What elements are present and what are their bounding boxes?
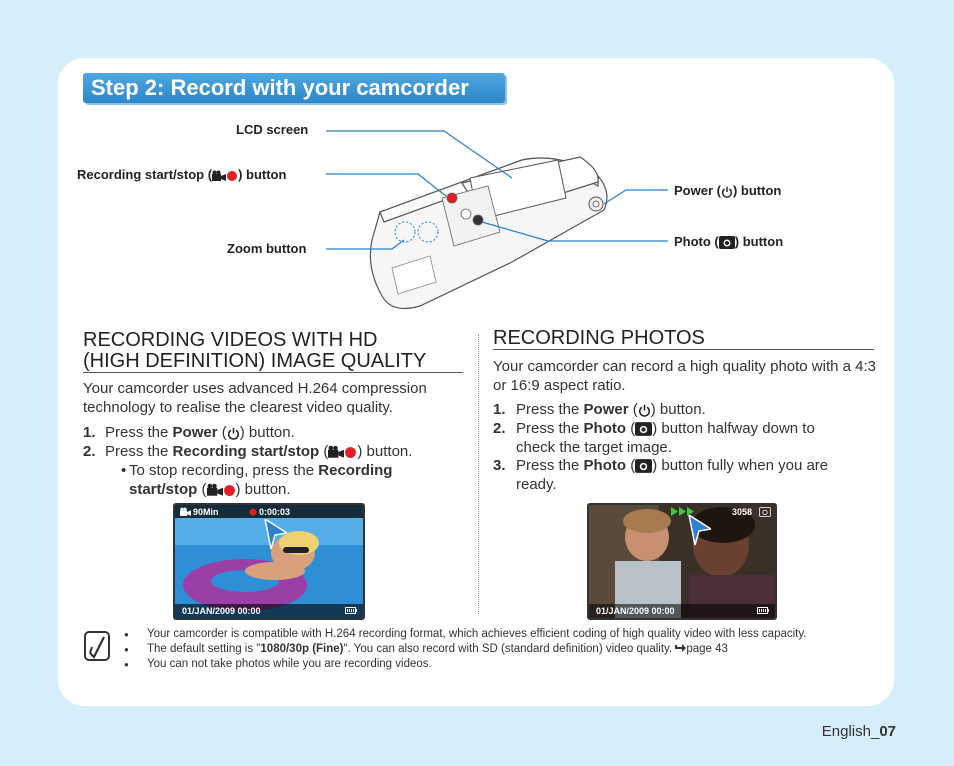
step-title: Step 2: Record with your camcorder (83, 73, 505, 103)
photo-scene-image (589, 505, 775, 618)
videos-heading: RECORDING VIDEOS WITH HD (HIGH DEFINITION) IMAGE QUALITY (83, 329, 427, 372)
videos-intro: Your camcorder uses advanced H.264 compression technology to realise the clearest video quality. (83, 380, 427, 416)
camera-icon (719, 236, 735, 249)
notes-list (124, 627, 806, 672)
camcorder-icon (212, 170, 226, 182)
power-icon (721, 186, 733, 198)
video-pointer-arrow (259, 519, 287, 551)
videos-heading-rule (83, 372, 463, 373)
power-icon (638, 404, 651, 417)
camcorder-icon (328, 445, 344, 459)
battery-icon (757, 607, 769, 614)
page-number: 07 (879, 723, 896, 740)
power-icon (227, 427, 240, 440)
camcorder-diagram (0, 0, 954, 320)
camcorder-icon (207, 483, 223, 497)
video-mode-icon (180, 507, 191, 517)
photos-heading-rule (493, 349, 874, 350)
video-date-stamp: 01/JAN/2009 00:00 (182, 606, 261, 616)
video-recording-screen (173, 503, 365, 620)
photos-intro: Your camcorder can record a high quality photo with a 4:3 or 16:9 aspect ratio. (493, 358, 877, 394)
record-dot-icon (226, 170, 238, 182)
photo-mode-icon (759, 507, 771, 517)
photo-count: 3058 (732, 507, 753, 517)
photo-capture-screen (587, 503, 777, 620)
power-button-shape (589, 197, 603, 211)
record-dot-icon (223, 484, 236, 497)
photo-pointer-arrow (683, 515, 711, 547)
battery-icon (345, 607, 357, 614)
recording-button-label: Recording start/stop ( ) button (77, 167, 287, 182)
note-icon (84, 631, 110, 661)
recording-indicator-icon (249, 508, 257, 516)
record-dot-icon (344, 446, 357, 459)
note-item: ● You can not take photos while you are recording videos. (124, 657, 806, 672)
column-divider (478, 334, 479, 614)
page-footer: English_07 (821, 723, 896, 740)
note-item: ● The default setting is "1080/30p (Fine)". You can also record with SD (standard definition) video quality. page 43 (124, 642, 806, 657)
photos-heading: RECORDING PHOTOS (493, 327, 705, 349)
timecode: 0:00:03 (259, 507, 291, 517)
photo-date-stamp: 01/JAN/2009 00:00 (596, 606, 675, 616)
lcd-screen-label: LCD screen (236, 122, 309, 137)
photo-button-label: Photo ( ) button (674, 234, 784, 249)
power-button-label: Power ( ) button (674, 183, 782, 198)
camera-icon (635, 422, 652, 436)
note-item: ● Your camcorder is compatible with H.264 recording format, which achieves efficient coding of high quality video with less capacity. (124, 627, 806, 642)
record-button-shape (447, 193, 457, 203)
remaining-time: 90Min (193, 507, 219, 517)
zoom-button-label: Zoom button (227, 241, 307, 256)
page-reference-arrow-icon (675, 644, 686, 653)
camera-icon (635, 459, 652, 473)
photo-button-shape (473, 215, 483, 225)
